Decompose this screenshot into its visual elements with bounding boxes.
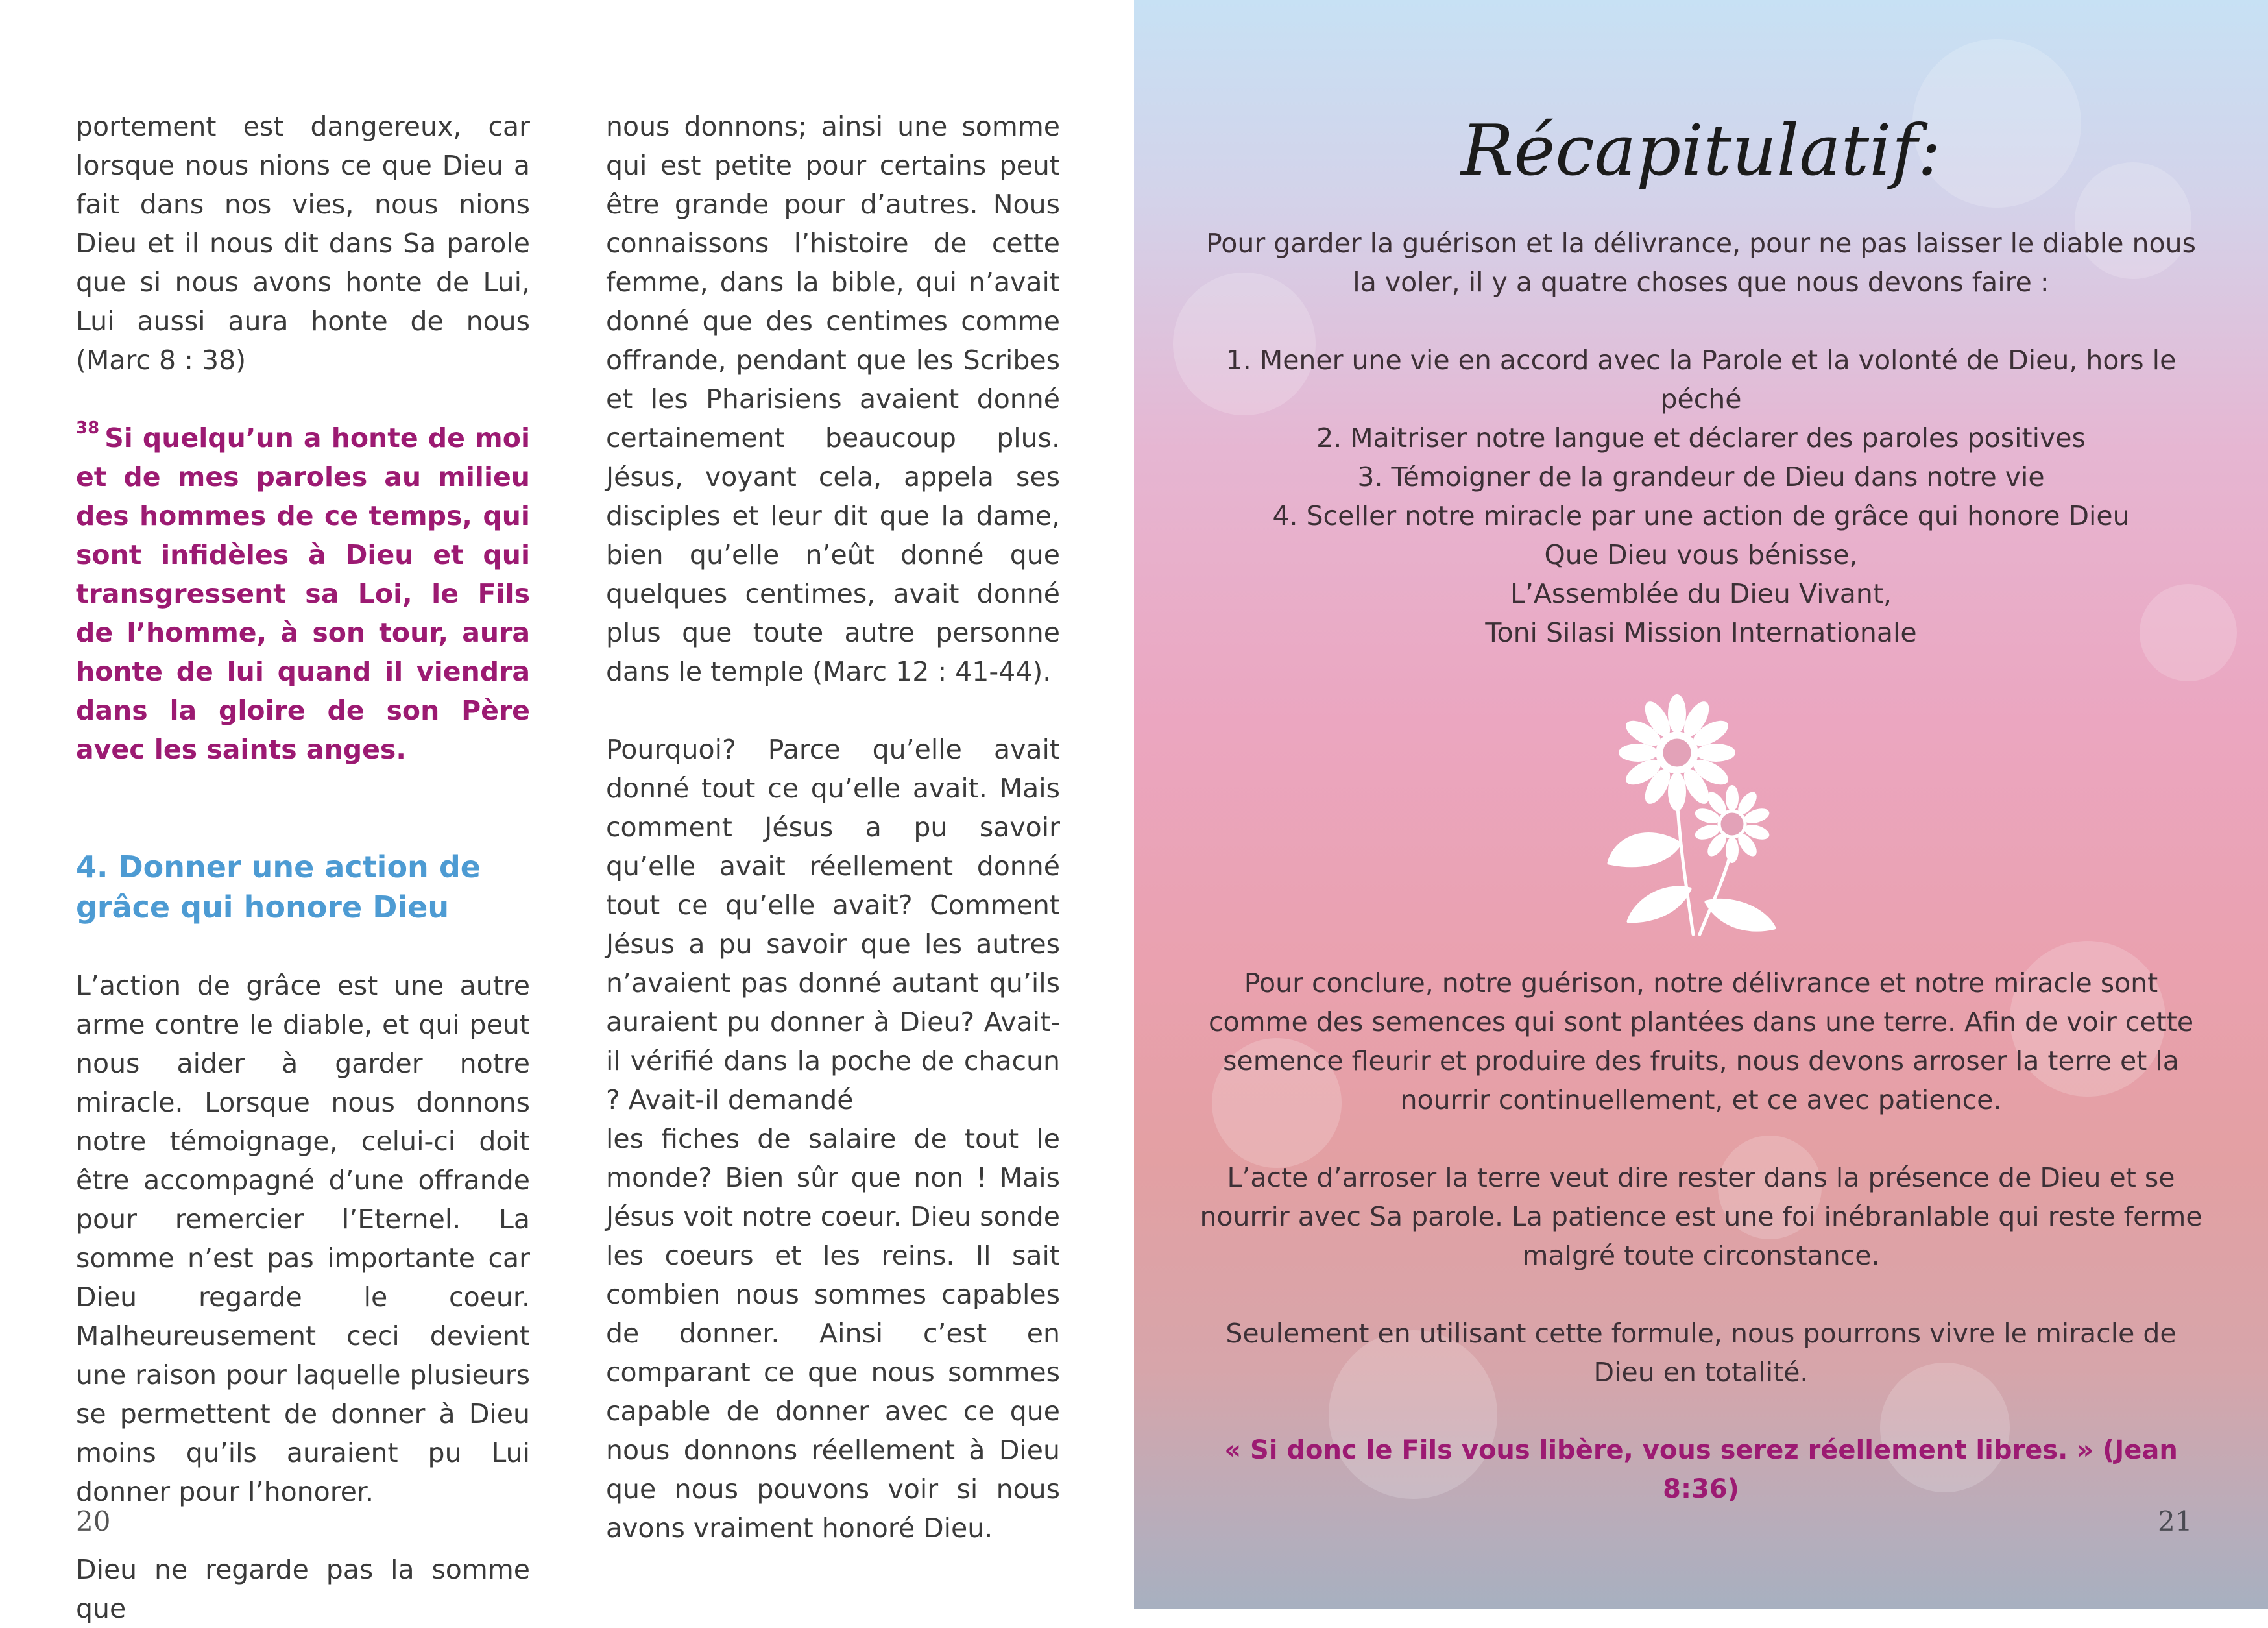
verse-text: Si quelqu’un a honte de moi et de mes paroles au milieu des hommes de ce temps, qui sont infidèles à Dieu et qui transgressent sa Loi, le Fils de l’homme, à son tour, aura honte de lui quand il viendra dans la gloire de son Père avec les saints anges. (76, 422, 530, 765)
list-item: 1. Mener une vie en accord avec la Parole et la volonté de Dieu, hors le péché (1225, 345, 2177, 415)
intro-text: Pour garder la guérison et la délivrance, pour ne pas laisser le diable nous la voler, il y a quatre choses que nous devons faire : (1206, 228, 2196, 298)
paragraph: L’action de grâce est une autre arme contre le diable, et qui peut nous aider à garder notre miracle. Lorsque nous donnons notre témoignage, celui-ci doit être accompagné d’une offrande pour remercier l’Eternel. La somme n’est pas importante car Dieu regarde le coeur. Malheureusement ceci devient une raison pour laquelle plusieurs se permettent de donner à Dieu moins qu’ils auraient pu Lui donner pour l’honorer. (76, 970, 530, 1507)
blessing-line: Que Dieu vous bénisse, (1544, 539, 1858, 570)
blessing (1196, 535, 2206, 652)
closing-verse-text: « Si donc le Fils vous libère, vous serez réellement libres. » (Jean 8:36) (1224, 1435, 2178, 1504)
paragraph: les fiches de salaire de tout le monde? Bien sûr que non ! Mais Jésus voit notre coeur. Dieu sonde les coeurs et les reins. Il sait combien nous sommes capables de donner. Ainsi c’est en comparant ce que nous sommes capable de donner avec ce que nous donnons réellement à Dieu que nous pouvons voir si nous avons vraiment honoré Dieu. (606, 1123, 1060, 1544)
recap-list (1196, 341, 2206, 535)
conclusion-paragraph (1196, 1158, 2206, 1275)
blessing-line: Toni Silasi Mission Internationale (1485, 617, 1917, 648)
conclusion-paragraph (1196, 1314, 2206, 1392)
paragraph: portement est dangereux, car lorsque nous nions ce que Dieu a fait dans nos vies, nous nions Dieu et il nous dit dans Sa parole que si nous avons honte de Lui, Lui aussi aura honte de nous (Marc 8 : 38) (76, 111, 530, 376)
conclusion-text: L’acte d’arroser la terre veut dire rester dans la présence de Dieu et se nourrir avec Sa parole. La patience est une foi inébranlable qui reste ferme malgré toute circonstance. (1200, 1162, 2202, 1271)
paragraph: nous donnons; ainsi une somme qui est petite pour certains peut être grande pour d’autres. Nous connaissons l’histoire de cette femme, dans la bible, qui n’avait donné que des centimes comme offrande, pendant que les Scribes et les Pharisiens avaient donné certainement beaucoup plus. Jésus, voyant cela, appela ses disciples et leur dit que la dame, bien qu’elle n’eût donné que quelques centimes, avait donné plus que toute autre personne dans le temple (Marc 12 : 41-44). (606, 111, 1060, 687)
section-heading: 4. Donner une action de grâce qui honore Dieu (76, 849, 481, 925)
left-page (0, 0, 1134, 1624)
sunflower-icon (1602, 681, 1797, 941)
conclusion-text: Pour conclure, notre guérison, notre délivrance et notre miracle sont comme des semences qui sont plantées dans une terre. Afin de voir cette semence fleurir et produire des fruits, nous devons arroser la terre et la nourrir continuellement, et ce avec patience. (1208, 967, 2194, 1115)
conclusion-paragraph (1196, 964, 2206, 1119)
page-title: Récapitulatif: (1461, 110, 1941, 191)
list-item: 4. Sceller notre miracle par une action de grâce qui honore Dieu (1272, 500, 2130, 531)
paragraph: Pourquoi? Parce qu’elle avait donné tout ce qu’elle avait. Mais comment Jésus a pu savoir qu’elle avait réellement donné tout ce qu’elle avait? Comment Jésus a pu savoir que les autres n’avaient pas donné autant qu’ils auraient pu donner à Dieu? Avait-il vérifié dans la poche de chacun ? Avait-il demandé (606, 734, 1060, 1115)
list-item: 2. Maitriser notre langue et déclarer des paroles positives (1316, 422, 2086, 454)
right-page (1134, 0, 2268, 1609)
blessing-line: L’Assemblée du Dieu Vivant, (1510, 578, 1892, 609)
left-column-2 (606, 107, 1060, 1548)
page-number-left: 20 (76, 1505, 111, 1537)
verse-number: 38 (76, 419, 100, 438)
page-number-right: 21 (2158, 1505, 2193, 1537)
list-item: 3. Témoigner de la grandeur de Dieu dans notre vie (1357, 461, 2045, 492)
closing-verse (1196, 1431, 2206, 1509)
left-column-1 (76, 107, 530, 1628)
verse-quote (76, 419, 530, 769)
intro-paragraph (1196, 224, 2206, 302)
paragraph: Dieu ne regarde pas la somme que (76, 1554, 530, 1624)
conclusion-text: Seulement en utilisant cette formule, nous pourrons vivre le miracle de Dieu en totalité. (1225, 1318, 2177, 1388)
